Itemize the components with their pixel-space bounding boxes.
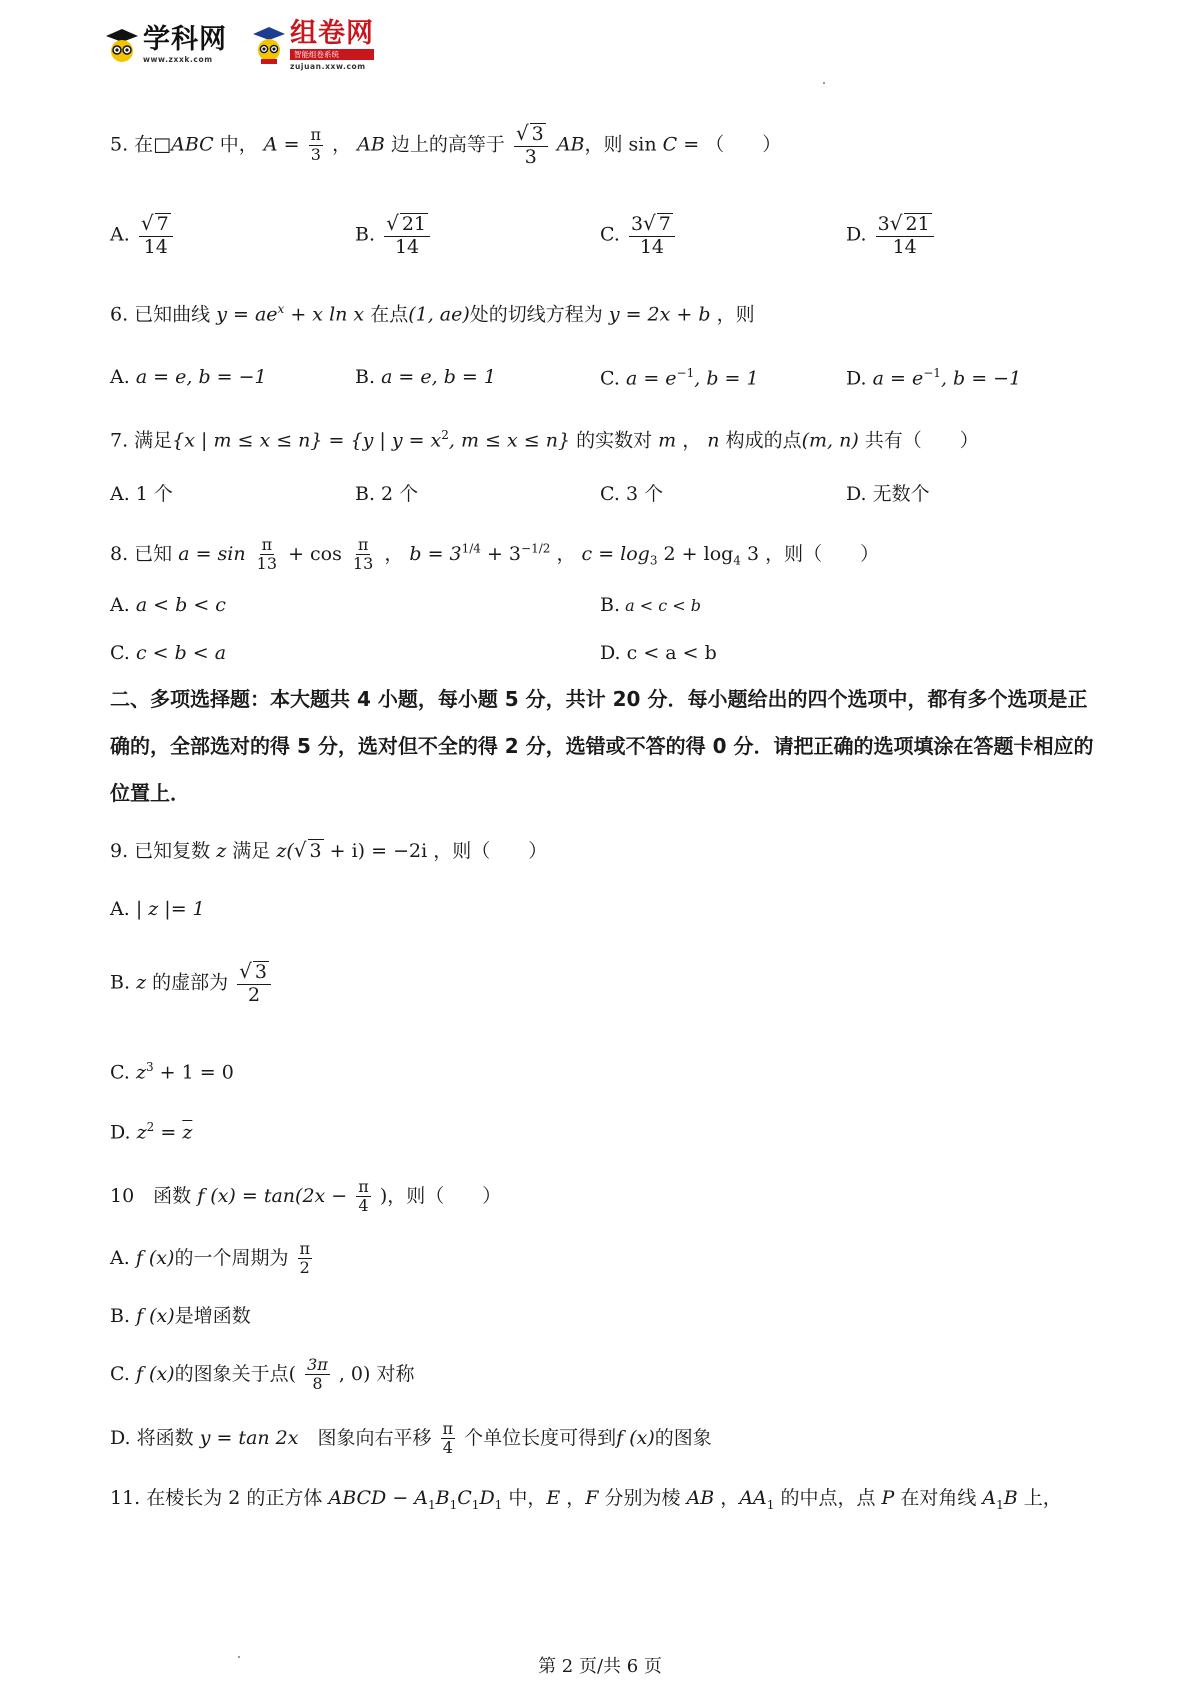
question-10: 10 函数 f (x) = tan(2x − $\frac{\pi}{4}$ )，则（ ）	[110, 1177, 502, 1216]
q5-option-c: C. $\frac{3√ 7}{14}$	[600, 212, 678, 259]
mascot-icon	[252, 25, 286, 65]
question-6: 6. 已知曲线 $y = ae^x + x$ ln x 在点(1, ae)处的切线方程为 y = 2x + b ，则	[110, 302, 755, 326]
q10-option-b: B. f (x)是增函数	[110, 1305, 251, 1327]
q9-option-a: A. | z |= 1	[110, 898, 205, 920]
question-8: 8. 已知 a = sin $\frac{\pi}{13}$ + cos $\frac{\pi}{13}$ ， $b = 3^{1/4} + 3^{-1/2}$ ， $c = \log_3 2 + \log_4 3$ ，则（ ）	[110, 535, 880, 574]
zxxk-logo	[105, 20, 227, 70]
q8-option-b: B. a < c < b	[600, 594, 702, 616]
zujuan-logo-url: zujuan.xxw.com	[290, 61, 366, 71]
q5-option-b: B. $\frac{√ 21}{14}$	[355, 212, 433, 259]
q5-option-a: A. $\frac{√ 7}{14}$	[110, 212, 176, 259]
q10-option-a: A. f (x)的一个周期为 $\frac{\pi}{2}$	[110, 1239, 311, 1278]
q8-option-a: A. a < b < c	[110, 594, 226, 616]
section-2-heading: 二、多项选择题：本大题共 4 小题，每小题 5 分，共计 20 分．每小题给出的四个选项中，都有多个选项是正确的，全部选对的得 5 分，选对但不全的得 2 分，选错或不答的得 0 分．请把正确的选项填涂在答题卡相应的位置上．	[110, 687, 1094, 805]
q6-option-a: A. a = e, b = −1	[110, 366, 267, 388]
q8-option-c: C. c < b < a	[110, 642, 227, 664]
q6-option-d: D. $a = e^{-1}$, b = −1	[846, 366, 1022, 390]
q6-option-c: C. $a = e^{-1}$, b = 1	[600, 366, 759, 390]
owl-mascot-icon	[105, 27, 139, 63]
zujuan-logo-sub: 智能组卷系统	[290, 49, 374, 60]
q9-option-d: D. $z^2 = \overline{z}$	[110, 1120, 193, 1144]
q5-option-d: D. $\frac{3√ 21}{14}$	[846, 212, 937, 259]
question-11: 11. 在棱长为 2 的正方体 ABCD − $A_1B_1C_1D_1$ 中，E ，F 分别为棱 AB ，$AA_1$ 的中点，点 P 在对角线 $A_1B$ 上，	[110, 1487, 1062, 1512]
q7-option-a: A. 1 个	[110, 483, 173, 505]
q8-option-d: D. c < a < b	[600, 642, 717, 664]
scan-dot	[823, 82, 825, 84]
question-5: 5. 在□ABC 中， A = $\frac{\pi}{3}$ ， AB 边上的高等于 $\frac{√ 3}{3}$ AB，则 sin C = （ ）	[110, 121, 782, 168]
q10-option-d: D. 将函数 y = tan 2x 图象向右平移 $\frac{\pi}{4}$ 个单位长度可得到f (x)的图象	[110, 1419, 712, 1458]
q7-option-c: C. 3 个	[600, 483, 664, 505]
zujuan-logo-text: 组卷网	[290, 17, 374, 49]
q7-option-b: B. 2 个	[355, 483, 419, 505]
q9-option-c: C. $z^3 + 1 = 0$	[110, 1060, 234, 1084]
question-9: 9. 已知复数 z 满足 z(√ 3 + i) = −2i ，则（ ）	[110, 838, 548, 862]
zxxk-logo-url: www.zxxk.com	[143, 55, 213, 64]
q7-option-d: D. 无数个	[846, 483, 930, 505]
page-footer: 第 2 页/共 6 页	[538, 1656, 662, 1677]
q6-option-b: B. a = e, b = 1	[355, 366, 496, 388]
zujuan-logo	[252, 17, 374, 71]
zxxk-logo-text: 学科网	[143, 24, 227, 55]
q10-option-c: C. f (x)的图象关于点( $\frac{3\pi}{8}$ , 0) 对称	[110, 1355, 415, 1394]
q9-option-b: B. z 的虚部为 $\frac{√ 3}{2}$	[110, 960, 274, 1007]
question-7: 7. 满足{x | m ≤ x ≤ n} = {y | $y = x^2$, m ≤ x ≤ n} 的实数对 m ， n 构成的点(m, n) 共有（ ）	[110, 428, 979, 452]
